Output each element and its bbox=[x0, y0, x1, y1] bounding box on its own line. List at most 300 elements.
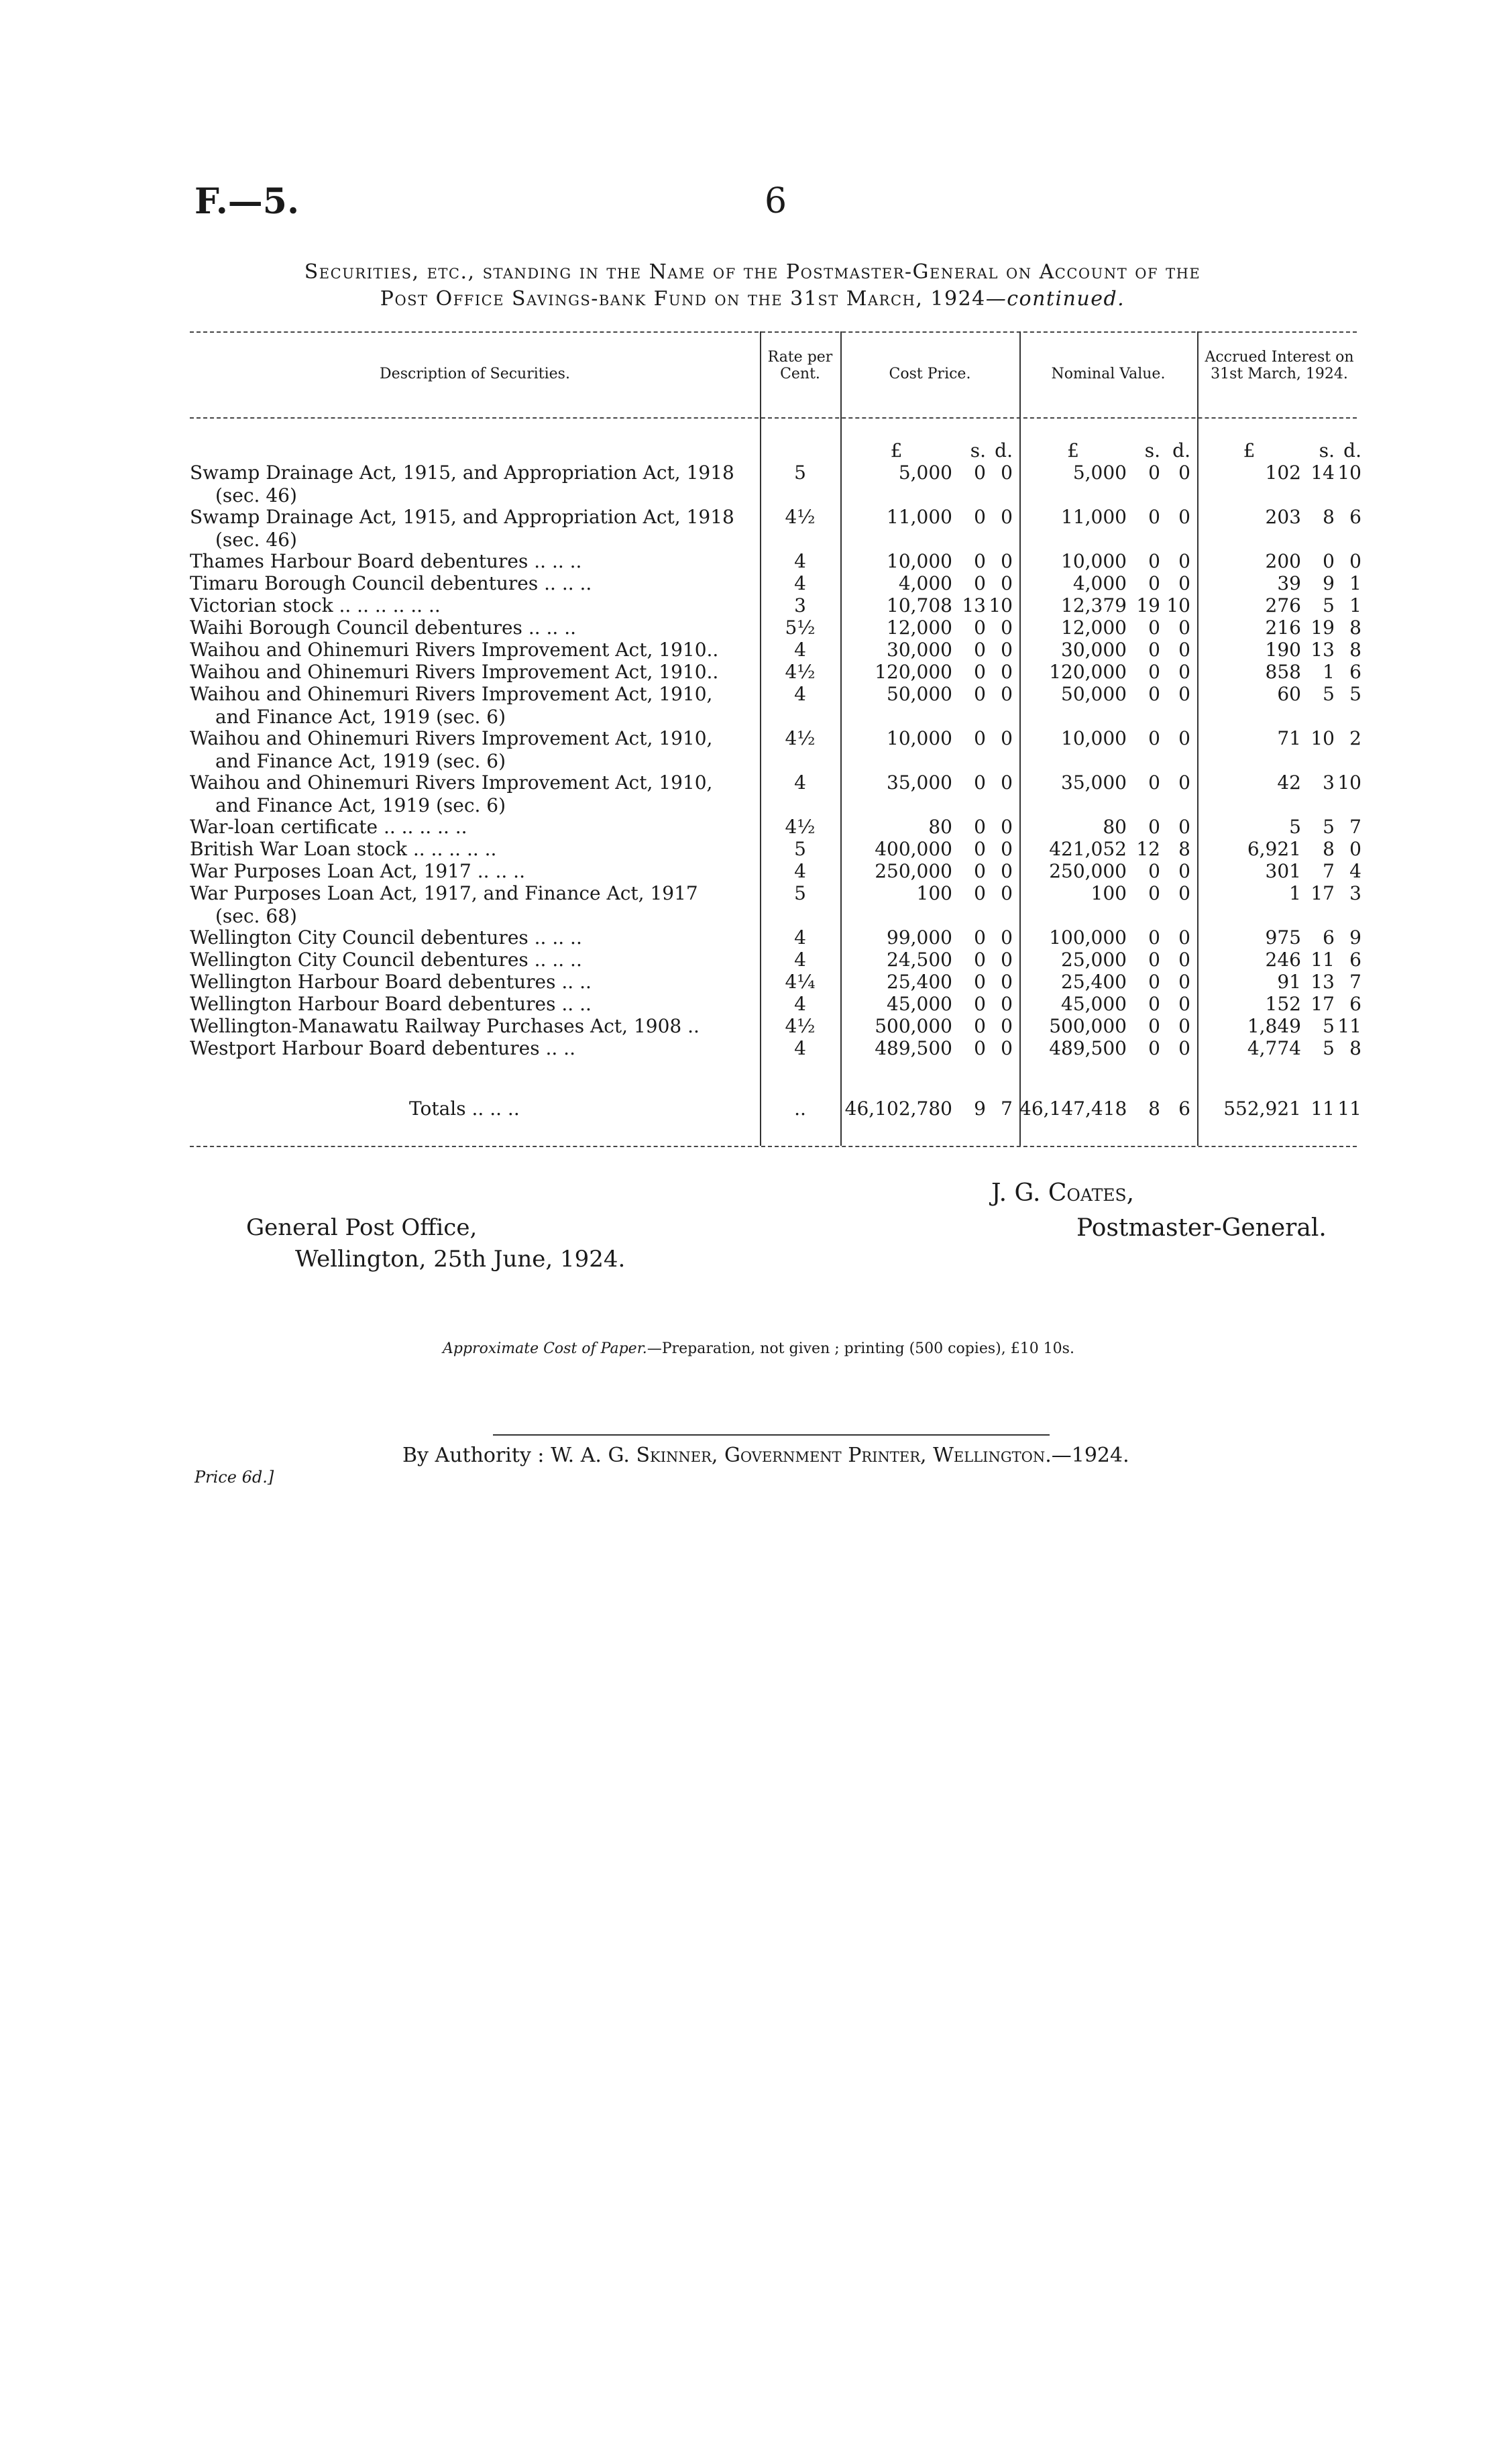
cell-ip: 1 bbox=[1289, 882, 1301, 904]
cell-ip: 975 bbox=[1265, 926, 1301, 949]
cell-np: 25,000 bbox=[1061, 949, 1127, 971]
cell-ip: 71 bbox=[1277, 727, 1301, 749]
security-description bbox=[190, 617, 760, 639]
cell-id: 6 bbox=[1349, 506, 1361, 528]
cell-nd: 0 bbox=[1178, 771, 1190, 794]
cell-cs: 0 bbox=[974, 949, 986, 971]
cell-cs: 13 bbox=[962, 594, 986, 617]
cell-nd: 0 bbox=[1178, 683, 1190, 705]
cell-rate: 4 bbox=[794, 550, 806, 572]
security-description-line1: Timaru Borough Council debentures .. .. .. bbox=[190, 572, 592, 594]
security-description-line1: Swamp Drainage Act, 1915, and Appropriation Act, 1918 bbox=[190, 506, 734, 528]
cell-ip: 39 bbox=[1277, 572, 1301, 594]
cell-ns: 19 bbox=[1136, 594, 1160, 617]
cell-cd: 0 bbox=[1001, 971, 1013, 993]
security-description-line2: and Finance Act, 1919 (sec. 6) bbox=[215, 750, 506, 772]
header-nominal: Nominal Value. bbox=[1051, 366, 1166, 382]
header-rate: Rate per Cent. bbox=[767, 349, 833, 382]
cell-id: 3 bbox=[1349, 882, 1361, 904]
cell-cd: 0 bbox=[1001, 639, 1013, 661]
cell-id: 6 bbox=[1349, 661, 1361, 683]
cell-cd: 0 bbox=[1001, 617, 1013, 639]
security-description bbox=[190, 816, 760, 839]
cell-nd: 0 bbox=[1178, 462, 1190, 484]
cell-cd: 0 bbox=[1001, 816, 1013, 838]
cell-is: 17 bbox=[1311, 993, 1335, 1015]
cell-rate: 4½ bbox=[785, 661, 816, 683]
cell-ip: 91 bbox=[1277, 971, 1301, 993]
security-description-line2: and Finance Act, 1919 (sec. 6) bbox=[215, 794, 506, 816]
total-np: 46,147,418 bbox=[1019, 1097, 1127, 1120]
header-bottom-rule bbox=[190, 417, 1357, 419]
security-description-line1: Waihou and Ohinemuri Rivers Improvement Act, 1910.. bbox=[190, 661, 719, 683]
security-description-line1: Waihi Borough Council debentures .. .. .. bbox=[190, 617, 577, 639]
security-description bbox=[190, 727, 760, 773]
cell-id: 8 bbox=[1349, 639, 1361, 661]
cell-cs: 0 bbox=[974, 506, 986, 528]
cell-cp: 12,000 bbox=[887, 617, 952, 639]
cell-nd: 0 bbox=[1178, 1037, 1190, 1059]
security-description-line1: Waihou and Ohinemuri Rivers Improvement Act, 1910, bbox=[190, 683, 713, 705]
cell-nd: 0 bbox=[1178, 949, 1190, 971]
cell-ns: 0 bbox=[1148, 860, 1160, 882]
cell-cs: 0 bbox=[974, 860, 986, 882]
cell-cp: 35,000 bbox=[887, 771, 952, 794]
cell-ip: 5 bbox=[1289, 816, 1301, 838]
cell-cs: 0 bbox=[974, 572, 986, 594]
security-description-line1: War-loan certificate .. .. .. .. .. bbox=[190, 816, 467, 838]
cell-cs: 0 bbox=[974, 1037, 986, 1059]
title-line-2-main: Post Office Savings-bank Fund on the 31st March, 1924 bbox=[380, 287, 986, 311]
unit-pence: d. bbox=[995, 439, 1013, 462]
cell-nd: 0 bbox=[1178, 926, 1190, 949]
place-line-1: General Post Office, bbox=[246, 1214, 478, 1241]
security-description bbox=[190, 550, 760, 573]
cell-cd: 0 bbox=[1001, 993, 1013, 1015]
security-description-line1: War Purposes Loan Act, 1917, and Finance Act, 1917 bbox=[190, 882, 698, 904]
cell-cs: 0 bbox=[974, 727, 986, 749]
cell-np: 100 bbox=[1091, 882, 1127, 904]
cell-ns: 0 bbox=[1148, 1037, 1160, 1059]
cell-cd: 0 bbox=[1001, 926, 1013, 949]
title-line-1: Securities, etc., standing in the Name of the Postmaster-General on Account of the bbox=[304, 260, 1201, 284]
security-description bbox=[190, 926, 760, 949]
cell-np: 4,000 bbox=[1072, 572, 1127, 594]
cell-id: 11 bbox=[1337, 1015, 1361, 1037]
signatory-name bbox=[991, 1179, 1134, 1207]
cell-cp: 99,000 bbox=[887, 926, 952, 949]
column-divider-rate bbox=[760, 331, 761, 1146]
cell-cd: 0 bbox=[1001, 550, 1013, 572]
cell-nd: 0 bbox=[1178, 617, 1190, 639]
cell-ns: 0 bbox=[1148, 661, 1160, 683]
security-description-line1: Westport Harbour Board debentures .. .. bbox=[190, 1037, 575, 1059]
security-description-line1: War Purposes Loan Act, 1917 .. .. .. bbox=[190, 860, 525, 882]
cell-nd: 0 bbox=[1178, 727, 1190, 749]
cell-id: 7 bbox=[1349, 816, 1361, 838]
total-id: 11 bbox=[1337, 1097, 1361, 1120]
cell-is: 6 bbox=[1323, 926, 1335, 949]
cell-cp: 10,000 bbox=[887, 550, 952, 572]
cell-ip: 200 bbox=[1265, 550, 1301, 572]
cell-nd: 8 bbox=[1178, 838, 1190, 860]
total-rate: .. bbox=[794, 1097, 806, 1120]
security-description bbox=[190, 661, 760, 684]
cell-id: 1 bbox=[1349, 594, 1361, 617]
cell-nd: 0 bbox=[1178, 572, 1190, 594]
security-description bbox=[190, 971, 760, 994]
cell-np: 5,000 bbox=[1072, 462, 1127, 484]
cell-id: 0 bbox=[1349, 550, 1361, 572]
cell-cp: 4,000 bbox=[898, 572, 952, 594]
cell-nd: 0 bbox=[1178, 661, 1190, 683]
security-description-line1: Wellington-Manawatu Railway Purchases Act, 1908 .. bbox=[190, 1015, 700, 1037]
cell-cs: 0 bbox=[974, 683, 986, 705]
cell-cd: 0 bbox=[1001, 949, 1013, 971]
cell-ip: 276 bbox=[1265, 594, 1301, 617]
cell-nd: 0 bbox=[1178, 993, 1190, 1015]
unit-pence: d. bbox=[1172, 439, 1190, 462]
cell-id: 6 bbox=[1349, 949, 1361, 971]
cell-ns: 0 bbox=[1148, 926, 1160, 949]
cell-np: 421,052 bbox=[1049, 838, 1127, 860]
total-cs: 9 bbox=[974, 1097, 986, 1120]
cell-np: 50,000 bbox=[1061, 683, 1127, 705]
cell-np: 35,000 bbox=[1061, 771, 1127, 794]
security-description-line1: Wellington City Council debentures .. .. .. bbox=[190, 926, 582, 949]
cell-is: 0 bbox=[1323, 550, 1335, 572]
security-description bbox=[190, 683, 760, 729]
security-description-line2: (sec. 68) bbox=[215, 905, 297, 927]
cell-cs: 0 bbox=[974, 882, 986, 904]
cell-ip: 1,849 bbox=[1247, 1015, 1301, 1037]
cell-id: 5 bbox=[1349, 683, 1361, 705]
page-identifier: F.—5. bbox=[194, 181, 300, 222]
cell-rate: 5 bbox=[794, 462, 806, 484]
cell-nd: 0 bbox=[1178, 971, 1190, 993]
cell-is: 13 bbox=[1311, 639, 1335, 661]
security-description bbox=[190, 1015, 760, 1038]
cell-ns: 0 bbox=[1148, 771, 1160, 794]
security-description-line1: Waihou and Ohinemuri Rivers Improvement Act, 1910, bbox=[190, 771, 713, 794]
title-continued: —continued. bbox=[985, 287, 1125, 311]
cell-rate: 4½ bbox=[785, 727, 816, 749]
cell-ip: 216 bbox=[1265, 617, 1301, 639]
cell-nd: 0 bbox=[1178, 1015, 1190, 1037]
cell-cd: 0 bbox=[1001, 727, 1013, 749]
cell-np: 80 bbox=[1103, 816, 1127, 838]
cell-ip: 203 bbox=[1265, 506, 1301, 528]
cost-of-paper-note bbox=[443, 1340, 1074, 1357]
cell-np: 12,379 bbox=[1061, 594, 1127, 617]
security-description bbox=[190, 949, 760, 971]
cell-nd: 0 bbox=[1178, 550, 1190, 572]
cell-id: 0 bbox=[1349, 838, 1361, 860]
cell-is: 19 bbox=[1311, 617, 1335, 639]
cell-cs: 0 bbox=[974, 462, 986, 484]
cell-cs: 0 bbox=[974, 838, 986, 860]
header-description: Description of Securities. bbox=[380, 366, 570, 382]
cell-cd: 0 bbox=[1001, 572, 1013, 594]
cell-ip: 42 bbox=[1277, 771, 1301, 794]
cell-cp: 30,000 bbox=[887, 639, 952, 661]
unit-pound: £ bbox=[1067, 439, 1079, 462]
total-nd: 6 bbox=[1178, 1097, 1190, 1120]
cell-nd: 0 bbox=[1178, 882, 1190, 904]
cell-ns: 0 bbox=[1148, 617, 1160, 639]
cell-rate: 4¼ bbox=[785, 971, 816, 993]
security-description-line1: Wellington Harbour Board debentures .. .. bbox=[190, 993, 592, 1015]
total-ip: 552,921 bbox=[1223, 1097, 1301, 1120]
cell-id: 2 bbox=[1349, 727, 1361, 749]
cell-is: 7 bbox=[1323, 860, 1335, 882]
cell-ip: 246 bbox=[1265, 949, 1301, 971]
cell-ns: 0 bbox=[1148, 683, 1160, 705]
cell-cd: 0 bbox=[1001, 882, 1013, 904]
signatory-name-text: J. G. Coates, bbox=[991, 1179, 1135, 1207]
cell-np: 120,000 bbox=[1049, 661, 1127, 683]
cell-cd: 0 bbox=[1001, 771, 1013, 794]
security-description bbox=[190, 506, 760, 551]
cell-np: 30,000 bbox=[1061, 639, 1127, 661]
table-bottom-rule bbox=[190, 1146, 1357, 1147]
cell-is: 5 bbox=[1323, 594, 1335, 617]
cell-np: 489,500 bbox=[1049, 1037, 1127, 1059]
security-description bbox=[190, 771, 760, 817]
cell-cs: 0 bbox=[974, 816, 986, 838]
cell-is: 10 bbox=[1311, 727, 1335, 749]
security-description bbox=[190, 462, 760, 507]
cell-cp: 400,000 bbox=[875, 838, 952, 860]
security-description bbox=[190, 594, 760, 617]
place-line-2: Wellington, 25th June, 1924. bbox=[295, 1246, 626, 1273]
cell-rate: 4 bbox=[794, 993, 806, 1015]
cell-ns: 0 bbox=[1148, 462, 1160, 484]
cell-cd: 10 bbox=[989, 594, 1013, 617]
cell-rate: 4 bbox=[794, 949, 806, 971]
cell-cp: 45,000 bbox=[887, 993, 952, 1015]
cell-rate: 4½ bbox=[785, 1015, 816, 1037]
cell-cd: 0 bbox=[1001, 860, 1013, 882]
cell-is: 11 bbox=[1311, 949, 1335, 971]
authority-text: W. A. G. Skinner, Government Printer, Wellington.—1924. bbox=[551, 1444, 1129, 1467]
cell-rate: 4 bbox=[794, 926, 806, 949]
cell-is: 5 bbox=[1323, 1037, 1335, 1059]
cell-cp: 10,708 bbox=[887, 594, 952, 617]
cell-cp: 250,000 bbox=[875, 860, 952, 882]
cell-id: 1 bbox=[1349, 572, 1361, 594]
security-description bbox=[190, 572, 760, 595]
cell-cd: 0 bbox=[1001, 1015, 1013, 1037]
cell-ns: 0 bbox=[1148, 506, 1160, 528]
cell-ns: 0 bbox=[1148, 1015, 1160, 1037]
cell-rate: 4 bbox=[794, 860, 806, 882]
cell-cs: 0 bbox=[974, 771, 986, 794]
cell-ip: 4,774 bbox=[1247, 1037, 1301, 1059]
security-description-line1: Waihou and Ohinemuri Rivers Improvement Act, 1910.. bbox=[190, 639, 719, 661]
unit-pound: £ bbox=[1243, 439, 1256, 462]
cell-rate: 4½ bbox=[785, 816, 816, 838]
totals-label: Totals .. .. .. bbox=[409, 1097, 520, 1120]
cell-is: 5 bbox=[1323, 683, 1335, 705]
total-is: 11 bbox=[1311, 1097, 1335, 1120]
cell-is: 17 bbox=[1311, 882, 1335, 904]
cell-rate: 4 bbox=[794, 683, 806, 705]
security-description-line1: Thames Harbour Board debentures .. .. .. bbox=[190, 550, 582, 572]
cell-is: 5 bbox=[1323, 816, 1335, 838]
cell-cp: 50,000 bbox=[887, 683, 952, 705]
cell-is: 5 bbox=[1323, 1015, 1335, 1037]
cell-rate: 5 bbox=[794, 838, 806, 860]
unit-shilling: s. bbox=[970, 439, 986, 462]
cell-id: 4 bbox=[1349, 860, 1361, 882]
page-number: 6 bbox=[765, 181, 787, 221]
cell-is: 13 bbox=[1311, 971, 1335, 993]
cell-cp: 100 bbox=[916, 882, 952, 904]
cell-cs: 0 bbox=[974, 993, 986, 1015]
cell-id: 10 bbox=[1337, 771, 1361, 794]
cell-rate: 4 bbox=[794, 771, 806, 794]
cell-np: 250,000 bbox=[1049, 860, 1127, 882]
cell-rate: 5½ bbox=[785, 617, 816, 639]
total-cd: 7 bbox=[1001, 1097, 1013, 1120]
security-description-line1: Swamp Drainage Act, 1915, and Appropriation Act, 1918 bbox=[190, 462, 734, 484]
cell-np: 12,000 bbox=[1061, 617, 1127, 639]
cell-cd: 0 bbox=[1001, 683, 1013, 705]
security-description-line2: (sec. 46) bbox=[215, 484, 297, 506]
unit-pound: £ bbox=[890, 439, 903, 462]
cell-id: 6 bbox=[1349, 993, 1361, 1015]
cell-cs: 0 bbox=[974, 926, 986, 949]
cell-np: 25,400 bbox=[1061, 971, 1127, 993]
cell-ip: 858 bbox=[1265, 661, 1301, 683]
cell-ip: 301 bbox=[1265, 860, 1301, 882]
cell-is: 14 bbox=[1311, 462, 1335, 484]
cost-of-paper-label: Approximate Cost of Paper. bbox=[443, 1340, 647, 1357]
security-description bbox=[190, 993, 760, 1016]
security-description-line2: and Finance Act, 1919 (sec. 6) bbox=[215, 706, 506, 728]
cell-np: 11,000 bbox=[1061, 506, 1127, 528]
cell-np: 500,000 bbox=[1049, 1015, 1127, 1037]
cell-cp: 120,000 bbox=[875, 661, 952, 683]
cell-cs: 0 bbox=[974, 1015, 986, 1037]
cell-cs: 0 bbox=[974, 971, 986, 993]
cell-nd: 0 bbox=[1178, 860, 1190, 882]
cell-cp: 25,400 bbox=[887, 971, 952, 993]
cell-nd: 0 bbox=[1178, 816, 1190, 838]
cell-ns: 0 bbox=[1148, 727, 1160, 749]
security-description bbox=[190, 882, 760, 928]
cell-np: 100,000 bbox=[1049, 926, 1127, 949]
cell-ns: 0 bbox=[1148, 882, 1160, 904]
cell-cs: 0 bbox=[974, 550, 986, 572]
unit-shilling: s. bbox=[1144, 439, 1160, 462]
cell-cd: 0 bbox=[1001, 462, 1013, 484]
cost-of-paper-text: —Preparation, not given ; printing (500 copies), £10 10s. bbox=[647, 1340, 1074, 1357]
security-description bbox=[190, 639, 760, 661]
cell-id: 8 bbox=[1349, 1037, 1361, 1059]
cell-is: 8 bbox=[1323, 506, 1335, 528]
security-description-line1: Victorian stock .. .. .. .. .. .. bbox=[190, 594, 441, 617]
cell-cp: 500,000 bbox=[875, 1015, 952, 1037]
cell-cd: 0 bbox=[1001, 1037, 1013, 1059]
cell-rate: 4 bbox=[794, 639, 806, 661]
security-description bbox=[190, 1037, 760, 1060]
authority-line bbox=[402, 1444, 1129, 1467]
cell-ip: 152 bbox=[1265, 993, 1301, 1015]
unit-shilling: s. bbox=[1319, 439, 1335, 462]
header-cost: Cost Price. bbox=[889, 366, 971, 382]
cell-ns: 0 bbox=[1148, 971, 1160, 993]
total-cp: 46,102,780 bbox=[844, 1097, 952, 1120]
security-description-line1: British War Loan stock .. .. .. .. .. bbox=[190, 838, 497, 860]
cell-ip: 102 bbox=[1265, 462, 1301, 484]
cell-ip: 60 bbox=[1277, 683, 1301, 705]
cell-ns: 0 bbox=[1148, 949, 1160, 971]
title-line-2 bbox=[0, 287, 1505, 311]
cell-cp: 10,000 bbox=[887, 727, 952, 749]
cell-ip: 190 bbox=[1265, 639, 1301, 661]
cell-cp: 24,500 bbox=[887, 949, 952, 971]
cell-rate: 4 bbox=[794, 1037, 806, 1059]
cell-ns: 0 bbox=[1148, 550, 1160, 572]
cell-np: 45,000 bbox=[1061, 993, 1127, 1015]
cell-cs: 0 bbox=[974, 617, 986, 639]
cell-ns: 0 bbox=[1148, 816, 1160, 838]
cell-id: 7 bbox=[1349, 971, 1361, 993]
cell-cp: 11,000 bbox=[887, 506, 952, 528]
cell-id: 8 bbox=[1349, 617, 1361, 639]
cell-cd: 0 bbox=[1001, 506, 1013, 528]
cell-nd: 0 bbox=[1178, 506, 1190, 528]
authority-rule bbox=[493, 1434, 1050, 1436]
cell-rate: 4 bbox=[794, 572, 806, 594]
security-description bbox=[190, 860, 760, 883]
cell-cd: 0 bbox=[1001, 661, 1013, 683]
cell-ip: 6,921 bbox=[1247, 838, 1301, 860]
cell-cd: 0 bbox=[1001, 838, 1013, 860]
cell-rate: 4½ bbox=[785, 506, 816, 528]
cell-nd: 10 bbox=[1166, 594, 1190, 617]
price-note: Price 6d.] bbox=[194, 1468, 274, 1487]
security-description-line1: Waihou and Ohinemuri Rivers Improvement Act, 1910, bbox=[190, 727, 713, 749]
cell-ns: 0 bbox=[1148, 572, 1160, 594]
cell-is: 8 bbox=[1323, 838, 1335, 860]
cell-cp: 5,000 bbox=[898, 462, 952, 484]
authority-prefix: By Authority : bbox=[402, 1444, 545, 1467]
cell-id: 10 bbox=[1337, 462, 1361, 484]
cell-ns: 0 bbox=[1148, 993, 1160, 1015]
security-description-line1: Wellington Harbour Board debentures .. .. bbox=[190, 971, 592, 993]
cell-ns: 12 bbox=[1136, 838, 1160, 860]
cell-np: 10,000 bbox=[1061, 727, 1127, 749]
unit-pence: d. bbox=[1343, 439, 1361, 462]
security-description-line2: (sec. 46) bbox=[215, 529, 297, 551]
header-interest: Accrued Interest on 31st March, 1924. bbox=[1205, 349, 1354, 382]
security-description-line1: Wellington City Council debentures .. .. .. bbox=[190, 949, 582, 971]
cell-is: 9 bbox=[1323, 572, 1335, 594]
cell-rate: 3 bbox=[794, 594, 806, 617]
table-top-rule bbox=[190, 331, 1357, 333]
cell-is: 3 bbox=[1323, 771, 1335, 794]
cell-cs: 0 bbox=[974, 639, 986, 661]
cell-rate: 5 bbox=[794, 882, 806, 904]
total-ns: 8 bbox=[1148, 1097, 1160, 1120]
cell-cp: 80 bbox=[928, 816, 952, 838]
cell-is: 1 bbox=[1323, 661, 1335, 683]
cell-id: 9 bbox=[1349, 926, 1361, 949]
cell-np: 10,000 bbox=[1061, 550, 1127, 572]
